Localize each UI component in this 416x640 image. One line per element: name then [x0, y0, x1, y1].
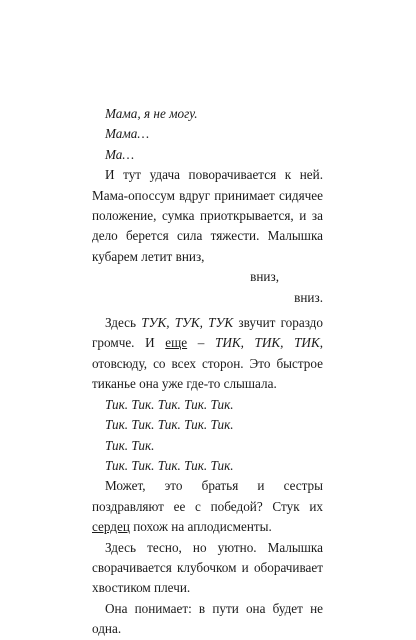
paragraph: Тик. Тик. Тик. Тик. Тик. — [105, 457, 234, 473]
text-run: похож на аплодисменты. — [129, 519, 272, 535]
text-run: сердец — [92, 519, 130, 535]
paragraph: Она понимает: в пути она будет не одна. — [92, 600, 323, 637]
text-run: ТИК, ТИК, ТИК — [215, 335, 320, 351]
paragraph: Мама… — [105, 126, 150, 142]
text-run: Может, это братья и сестры поздравляют ее с победой? Стук их — [92, 478, 323, 514]
paragraph: вниз. — [294, 289, 323, 305]
paragraph: Ма… — [105, 146, 135, 162]
paragraph: Тик. Тик. — [105, 437, 155, 453]
book-page-text — [92, 104, 323, 640]
text-run: ТУК, ТУК, ТУК — [141, 315, 234, 331]
text-run: Здесь — [105, 315, 142, 331]
paragraph: Здесь тесно, но уютно. Малышка сворачивается клубочком и оборачивает хвостиком плечи. — [92, 539, 323, 596]
text-run: звучит гораздо громче. И — [92, 315, 323, 351]
paragraph: И тут удача поворачивается к ней. Мама-опоссум вдруг принимает сидячее положение, сумка приоткрывается, и за дело берется сила тяжести. Малышка кубарем летит вниз, — [92, 167, 323, 264]
paragraph: Тик. Тик. Тик. Тик. Тик. — [105, 417, 234, 433]
paragraph — [92, 476, 323, 537]
text-run: еще — [165, 335, 188, 351]
text-run: – — [187, 335, 215, 351]
paragraph: Мама, я не могу. — [105, 106, 198, 121]
paragraph: Тик. Тик. Тик. Тик. Тик. — [105, 396, 234, 412]
paragraph — [92, 313, 323, 395]
text-run: , отовсюду, со всех сторон. Это быстрое тиканье она уже где-то слышала. — [92, 335, 323, 392]
paragraph: вниз, — [250, 269, 279, 285]
